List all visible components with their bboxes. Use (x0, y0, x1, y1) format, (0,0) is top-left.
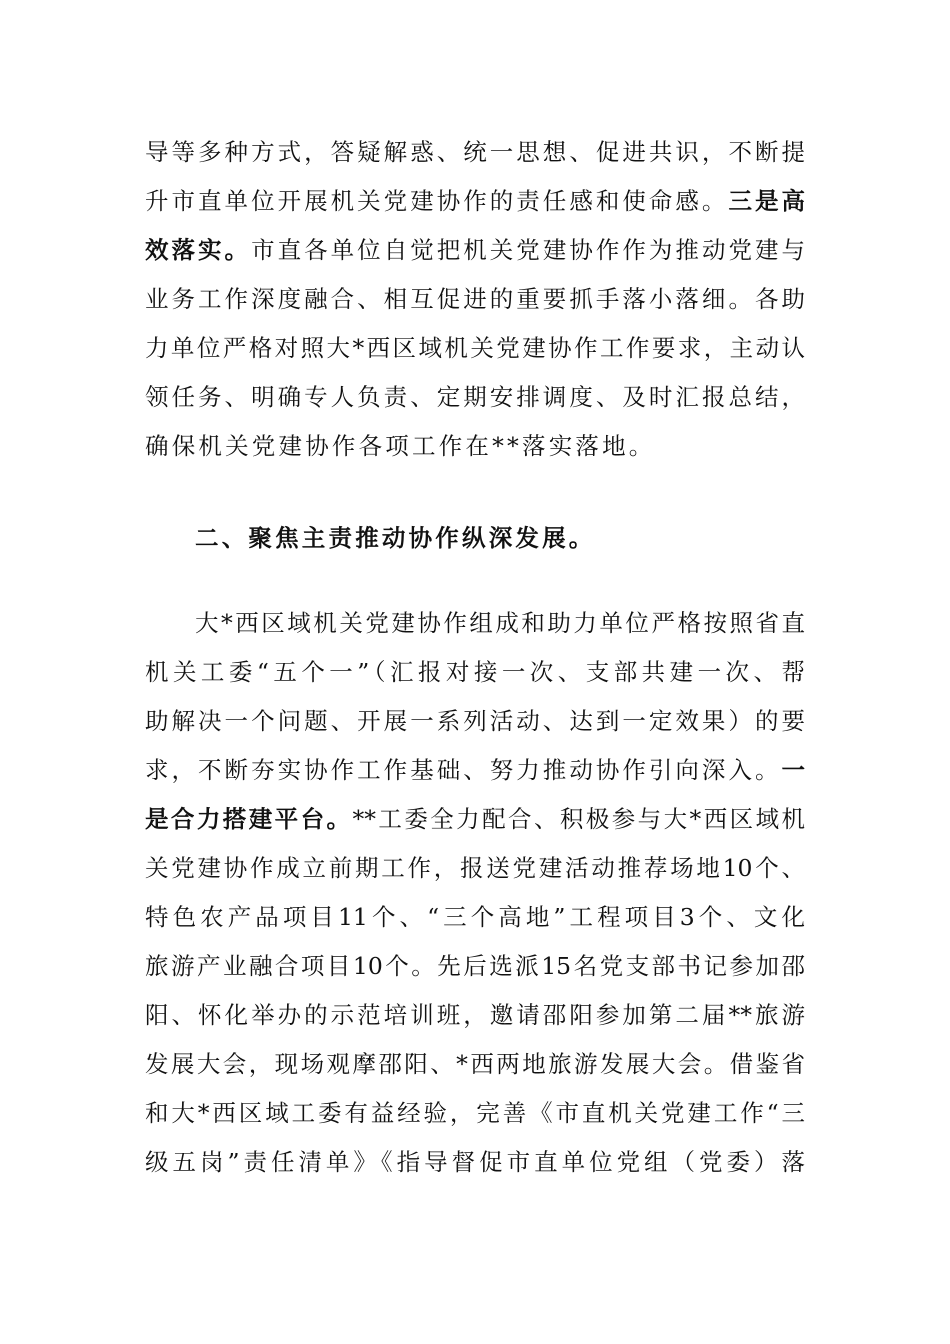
text-segment: 升市直单位开展机关党建协作的责任感和使命感。 (145, 187, 729, 215)
text-line: 力单位严格对照大*西区域机关党建协作工作要求，主动认 (145, 334, 805, 362)
text-line: 助解决一个问题、开展一系列活动、达到一定效果）的要 (145, 707, 805, 735)
text-line: 发展大会，现场观摩邵阳、*西两地旅游发展大会。借鉴省 (145, 1050, 805, 1078)
text-line: 确保机关党建协作各项工作在**落实落地。 (145, 432, 656, 460)
text-line: 大*西区域机关党建协作组成和助力单位严格按照省直 (195, 609, 805, 637)
text-segment: **工委全力配合、积极参与大*西区域机 (352, 805, 806, 833)
text-line: 机关工委“五个一”（汇报对接一次、支部共建一次、帮 (145, 658, 805, 686)
text-line (145, 750, 805, 790)
text-line: 旅游产业融合项目10个。先后选派15名党支部书记参加邵 (145, 952, 805, 980)
bold-lead-phrase: 三是高 (728, 187, 806, 215)
text-line (145, 230, 805, 270)
text-segment: 求，不断夯实协作工作基础、努力推动协作引向深入。 (145, 756, 782, 784)
text-line: 和大*西区域工委有益经验，完善《市直机关党建工作“三 (145, 1099, 805, 1127)
bold-lead-phrase: 是合力搭建平台。 (145, 805, 353, 833)
text-line: 业务工作深度融合、相互促进的重要抓手落小落细。各助 (145, 285, 805, 313)
text-line: 阳、怀化举办的示范培训班，邀请邵阳参加第二届**旅游 (145, 1001, 805, 1029)
text-line: 领任务、明确专人负责、定期安排调度、及时汇报总结， (145, 383, 805, 411)
text-line: 级五岗”责任清单》《指导督促市直单位党组（党委）落 (145, 1148, 805, 1176)
text-line: 导等多种方式，答疑解惑、统一思想、促进共识，不断提 (145, 138, 805, 166)
text-segment: 市直各单位自觉把机关党建协作作为推动党建与 (251, 236, 806, 264)
text-line (145, 181, 805, 221)
text-line: 特色农产品项目11个、“三个高地”工程项目3个、文化 (145, 903, 805, 931)
text-line: 关党建协作成立前期工作，报送党建活动推荐场地10个、 (145, 854, 805, 882)
bold-lead-phrase: 效落实。 (145, 236, 252, 264)
text-line (145, 799, 805, 839)
section-heading: 二、聚焦主责推动协作纵深发展。 (195, 524, 596, 552)
bold-lead-phrase: 一 (781, 756, 805, 784)
